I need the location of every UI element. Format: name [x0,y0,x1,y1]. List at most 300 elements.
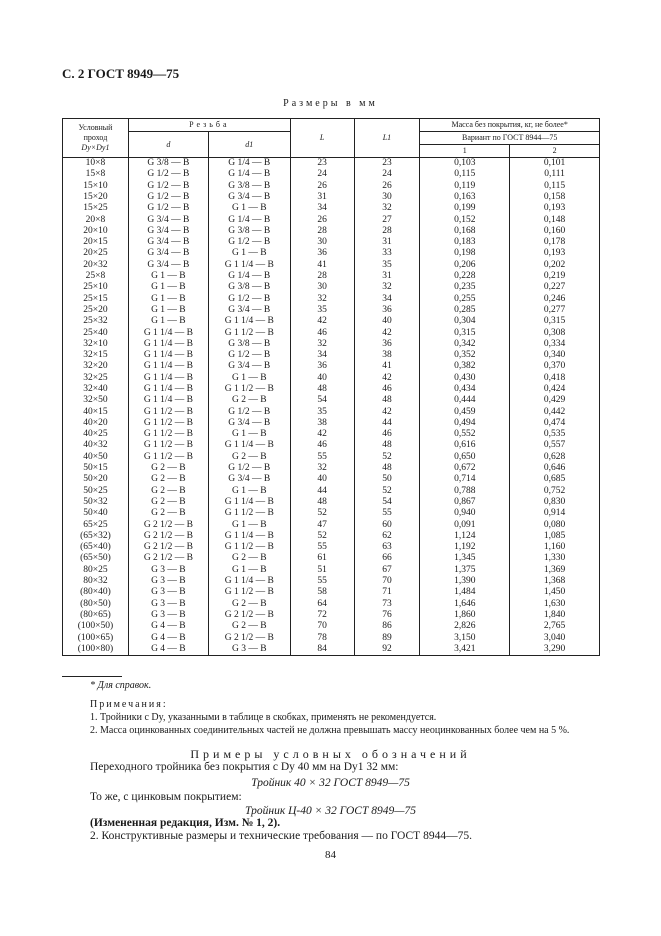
cell-thread-d: G 1 1/2 — B [128,452,208,463]
cell-L1: 41 [354,361,420,372]
cell-nominal-bore: 32×15 [63,350,129,361]
cell-thread-d: G 3/8 — B [128,158,208,170]
header-L: L [290,119,354,158]
cell-thread-d1: G 1 1/2 — B [208,327,290,338]
cell-nominal-bore: 25×10 [63,282,129,293]
table-row [63,440,600,451]
cell-thread-d: G 2 1/2 — B [128,542,208,553]
cell-mass-v1: 0,342 [420,339,510,350]
cell-mass-v1: 0,199 [420,203,510,214]
table-row [63,452,600,463]
notes-title: Примечания: [90,699,168,710]
table-row [63,305,600,316]
cell-mass-v2: 3,040 [510,632,600,643]
cell-L: 26 [290,214,354,225]
cell-nominal-bore: (65×50) [63,553,129,564]
table-row [63,418,600,429]
table-row [63,632,600,643]
cell-nominal-bore: 25×15 [63,294,129,305]
cell-thread-d1: G 1 — B [208,429,290,440]
cell-nominal-bore: 32×10 [63,339,129,350]
cell-L: 34 [290,203,354,214]
cell-mass-v2: 0,418 [510,373,600,384]
table-row [63,587,600,598]
cell-thread-d1: G 2 — B [208,452,290,463]
cell-mass-v2: 0,685 [510,474,600,485]
cell-thread-d1: G 1 — B [208,565,290,576]
cell-L: 24 [290,169,354,180]
cell-thread-d1: G 1 1/2 — B [208,587,290,598]
cell-nominal-bore: (80×40) [63,587,129,598]
cell-mass-v1: 0,552 [420,429,510,440]
cell-thread-d: G 1 1/4 — B [128,327,208,338]
cell-mass-v1: 0,940 [420,508,510,519]
cell-L1: 60 [354,520,420,531]
table-row [63,497,600,508]
cell-thread-d1: G 2 — B [208,599,290,610]
cell-L1: 52 [354,486,420,497]
cell-L: 38 [290,418,354,429]
table-row [63,169,600,180]
cell-mass-v1: 3,421 [420,644,510,656]
cell-mass-v2: 0,429 [510,395,600,406]
cell-nominal-bore: 40×25 [63,429,129,440]
cell-mass-v2: 0,277 [510,305,600,316]
table-row [63,542,600,553]
cell-thread-d1: G 3/4 — B [208,192,290,203]
cell-L: 70 [290,621,354,632]
cell-mass-v1: 0,494 [420,418,510,429]
cell-mass-v1: 0,788 [420,486,510,497]
cell-L1: 34 [354,294,420,305]
table-row [63,373,600,384]
cell-L: 52 [290,508,354,519]
page-header: С. 2 ГОСТ 8949—75 [62,66,180,81]
cell-mass-v1: 2,826 [420,621,510,632]
cell-thread-d: G 4 — B [128,632,208,643]
cell-thread-d1: G 3/4 — B [208,361,290,372]
cell-L1: 36 [354,339,420,350]
cell-nominal-bore: 80×25 [63,565,129,576]
cell-L: 55 [290,542,354,553]
cell-nominal-bore: 32×25 [63,373,129,384]
cell-L: 40 [290,373,354,384]
cell-thread-d: G 2 — B [128,486,208,497]
cell-mass-v2: 0,914 [510,508,600,519]
cell-mass-v2: 0,557 [510,440,600,451]
cell-nominal-bore: 40×15 [63,407,129,418]
cell-mass-v2: 0,219 [510,271,600,282]
cell-mass-v2: 0,830 [510,497,600,508]
cell-mass-v1: 1,192 [420,542,510,553]
cell-mass-v2: 1,085 [510,531,600,542]
cell-nominal-bore: (65×32) [63,531,129,542]
cell-nominal-bore: (65×40) [63,542,129,553]
cell-L1: 66 [354,553,420,564]
cell-thread-d: G 1 1/4 — B [128,339,208,350]
cell-thread-d: G 1 1/4 — B [128,395,208,406]
cell-thread-d: G 1 1/2 — B [128,440,208,451]
cell-thread-d: G 4 — B [128,644,208,656]
cell-nominal-bore: 80×32 [63,576,129,587]
header-variant-2: 2 [510,145,600,158]
examples-title: Примеры условных обозначений [190,747,471,761]
cell-thread-d1: G 1 — B [208,486,290,497]
cell-L1: 70 [354,576,420,587]
cell-mass-v2: 0,080 [510,520,600,531]
cell-mass-v1: 0,206 [420,260,510,271]
cell-thread-d: G 2 1/2 — B [128,531,208,542]
cell-thread-d: G 1/2 — B [128,192,208,203]
cell-L: 26 [290,181,354,192]
cell-L1: 89 [354,632,420,643]
cell-thread-d: G 3/4 — B [128,260,208,271]
cell-mass-v2: 1,160 [510,542,600,553]
cell-thread-d1: G 3/4 — B [208,418,290,429]
cell-L: 31 [290,192,354,203]
header-L1: L1 [354,119,420,158]
cell-L: 48 [290,497,354,508]
cell-thread-d1: G 1/2 — B [208,350,290,361]
table-row [63,181,600,192]
cell-L1: 30 [354,192,420,203]
cell-L: 54 [290,395,354,406]
cell-mass-v1: 0,183 [420,237,510,248]
table-row [63,248,600,259]
cell-thread-d: G 1 1/2 — B [128,418,208,429]
cell-thread-d1: G 1/4 — B [208,214,290,225]
cell-nominal-bore: 25×40 [63,327,129,338]
cell-mass-v1: 0,103 [420,158,510,170]
cell-nominal-bore: 40×20 [63,418,129,429]
cell-L: 34 [290,350,354,361]
cell-thread-d: G 3 — B [128,599,208,610]
cell-L1: 52 [354,452,420,463]
cell-mass-v2: 1,330 [510,553,600,564]
cell-mass-v1: 1,484 [420,587,510,598]
cell-mass-v2: 0,340 [510,350,600,361]
example-1-designation: Тройник 40 × 32 ГОСТ 8949—75 [251,777,410,789]
header-nominal-bore-line2: проход [83,133,108,142]
cell-nominal-bore: 20×15 [63,237,129,248]
cell-L: 35 [290,407,354,418]
cell-mass-v2: 0,646 [510,463,600,474]
cell-L1: 32 [354,203,420,214]
cell-mass-v2: 1,369 [510,565,600,576]
cell-mass-v1: 0,304 [420,316,510,327]
cell-nominal-bore: 50×25 [63,486,129,497]
table-row [63,599,600,610]
example-2-text: То же, с цинковым покрытием: [90,791,242,803]
cell-L1: 33 [354,248,420,259]
cell-mass-v2: 0,202 [510,260,600,271]
cell-L1: 26 [354,181,420,192]
cell-mass-v2: 1,840 [510,610,600,621]
cell-L: 55 [290,452,354,463]
cell-L1: 31 [354,271,420,282]
cell-thread-d1: G 1 1/2 — B [208,508,290,519]
table-row [63,361,600,372]
cell-L1: 54 [354,497,420,508]
cell-thread-d1: G 1/2 — B [208,407,290,418]
cell-mass-v1: 3,150 [420,632,510,643]
cell-mass-v2: 0,315 [510,316,600,327]
cell-thread-d: G 2 — B [128,463,208,474]
cell-L1: 23 [354,158,420,170]
table-row [63,327,600,338]
table-row [63,203,600,214]
cell-nominal-bore: 65×25 [63,520,129,531]
cell-mass-v2: 3,290 [510,644,600,656]
cell-L: 78 [290,632,354,643]
cell-mass-v1: 1,646 [420,599,510,610]
cell-mass-v1: 1,345 [420,553,510,564]
cell-L: 84 [290,644,354,656]
cell-L: 40 [290,474,354,485]
cell-L1: 67 [354,565,420,576]
cell-mass-v2: 1,450 [510,587,600,598]
cell-L: 28 [290,271,354,282]
table-row [63,316,600,327]
table-row [63,576,600,587]
cell-thread-d: G 1 1/4 — B [128,350,208,361]
cell-thread-d: G 4 — B [128,621,208,632]
cell-L1: 76 [354,610,420,621]
table-row [63,282,600,293]
cell-thread-d: G 1 — B [128,316,208,327]
cell-mass-v1: 0,434 [420,384,510,395]
table-row [63,237,600,248]
note-2: 2. Масса оцинкованных соединительных частей не должна превышать массу неоцинкованных более чем на 5 %. [90,725,570,736]
cell-thread-d1: G 1 — B [208,248,290,259]
table-row [63,621,600,632]
table-row [63,350,600,361]
cell-L: 32 [290,294,354,305]
cell-thread-d1: G 3/8 — B [208,226,290,237]
cell-L1: 31 [354,237,420,248]
cell-mass-v2: 0,148 [510,214,600,225]
cell-mass-v2: 0,111 [510,169,600,180]
cell-L1: 42 [354,373,420,384]
cell-mass-v2: 0,158 [510,192,600,203]
cell-nominal-bore: 10×8 [63,158,129,170]
cell-mass-v2: 0,227 [510,282,600,293]
cell-L1: 63 [354,542,420,553]
cell-L1: 73 [354,599,420,610]
cell-mass-v2: 0,178 [510,237,600,248]
cell-L1: 24 [354,169,420,180]
cell-thread-d1: G 2 — B [208,621,290,632]
cell-nominal-bore: (80×50) [63,599,129,610]
cell-mass-v1: 0,867 [420,497,510,508]
cell-thread-d: G 1 1/2 — B [128,429,208,440]
cell-mass-v2: 0,115 [510,181,600,192]
cell-L1: 40 [354,316,420,327]
cell-thread-d1: G 1/4 — B [208,158,290,170]
cell-mass-v2: 0,246 [510,294,600,305]
cell-mass-v1: 1,124 [420,531,510,542]
cell-L1: 46 [354,384,420,395]
cell-mass-v1: 0,119 [420,181,510,192]
cell-nominal-bore: 20×32 [63,260,129,271]
table-row [63,395,600,406]
cell-L: 32 [290,339,354,350]
header-thread: Резьба [128,119,290,132]
cell-thread-d: G 3/4 — B [128,226,208,237]
cell-L1: 42 [354,407,420,418]
table-row [63,158,600,170]
table-body [63,158,600,656]
cell-mass-v2: 0,193 [510,203,600,214]
cell-thread-d1: G 1 1/4 — B [208,531,290,542]
cell-L: 52 [290,531,354,542]
cell-L1: 46 [354,429,420,440]
cell-thread-d1: G 1 — B [208,373,290,384]
header-nominal-bore [63,119,129,158]
cell-thread-d1: G 1/4 — B [208,271,290,282]
cell-L1: 32 [354,282,420,293]
cell-thread-d: G 3 — B [128,565,208,576]
cell-L: 46 [290,327,354,338]
cell-thread-d: G 3 — B [128,576,208,587]
cell-L1: 86 [354,621,420,632]
cell-thread-d: G 3/4 — B [128,248,208,259]
cell-mass-v2: 0,193 [510,248,600,259]
cell-thread-d: G 3 — B [128,587,208,598]
table-row [63,214,600,225]
cell-thread-d1: G 1 — B [208,203,290,214]
cell-mass-v1: 0,430 [420,373,510,384]
table-row [63,463,600,474]
cell-mass-v1: 1,860 [420,610,510,621]
cell-L: 32 [290,463,354,474]
cell-thread-d: G 2 — B [128,497,208,508]
note-1: 1. Тройники с Dy, указанными в таблице в скобках, применять не рекомендуется. [90,712,437,723]
cell-L: 55 [290,576,354,587]
cell-thread-d: G 1 — B [128,294,208,305]
cell-thread-d1: G 1/2 — B [208,463,290,474]
cell-thread-d1: G 3/8 — B [208,181,290,192]
cell-thread-d: G 3/4 — B [128,214,208,225]
cell-mass-v1: 0,382 [420,361,510,372]
cell-nominal-bore: 15×20 [63,192,129,203]
cell-thread-d1: G 2 1/2 — B [208,632,290,643]
cell-mass-v2: 1,630 [510,599,600,610]
cell-mass-v1: 1,390 [420,576,510,587]
cell-L1: 27 [354,214,420,225]
cell-L1: 48 [354,440,420,451]
footnote: * Для справок. [90,680,152,691]
cell-thread-d: G 1/2 — B [128,203,208,214]
cell-L: 48 [290,384,354,395]
table-row [63,474,600,485]
cell-nominal-bore: 50×40 [63,508,129,519]
cell-L: 23 [290,158,354,170]
cell-nominal-bore: 15×25 [63,203,129,214]
cell-nominal-bore: (100×80) [63,644,129,656]
cell-thread-d1: G 1/4 — B [208,169,290,180]
cell-L: 51 [290,565,354,576]
cell-thread-d1: G 1 1/2 — B [208,542,290,553]
cell-thread-d1: G 1 1/4 — B [208,316,290,327]
cell-thread-d1: G 1 1/4 — B [208,440,290,451]
table-row [63,429,600,440]
table-row [63,384,600,395]
table-row [63,192,600,203]
footnote-rule [62,676,122,677]
header-nominal-bore-line1: Условный [78,123,113,132]
cell-nominal-bore: 20×8 [63,214,129,225]
cell-mass-v2: 0,535 [510,429,600,440]
cell-mass-v1: 0,315 [420,327,510,338]
cell-thread-d: G 3 — B [128,610,208,621]
cell-mass-v1: 1,375 [420,565,510,576]
cell-thread-d: G 2 — B [128,474,208,485]
table-row [63,644,600,656]
cell-mass-v1: 0,352 [420,350,510,361]
cell-L: 46 [290,440,354,451]
header-variant: Вариант по ГОСТ 8944—75 [420,132,600,145]
cell-L1: 62 [354,531,420,542]
page-number: 84 [325,849,336,861]
cell-thread-d: G 1 1/4 — B [128,384,208,395]
cell-nominal-bore: 20×10 [63,226,129,237]
cell-thread-d1: G 1 1/4 — B [208,576,290,587]
cell-thread-d: G 1/2 — B [128,169,208,180]
example-2-designation: Тройник Ц-40 × 32 ГОСТ 8949—75 [245,805,416,817]
table-row [63,271,600,282]
cell-mass-v1: 0,672 [420,463,510,474]
cell-nominal-bore: 25×32 [63,316,129,327]
cell-nominal-bore: (100×65) [63,632,129,643]
cell-nominal-bore: 15×8 [63,169,129,180]
cell-mass-v2: 0,308 [510,327,600,338]
cell-thread-d1: G 3/4 — B [208,474,290,485]
cell-L1: 35 [354,260,420,271]
cell-mass-v2: 0,752 [510,486,600,497]
cell-L1: 42 [354,327,420,338]
table-caption: Размеры в мм [283,98,378,109]
cell-nominal-bore: 20×25 [63,248,129,259]
cell-nominal-bore: 40×32 [63,440,129,451]
cell-mass-v2: 1,368 [510,576,600,587]
cell-mass-v1: 0,168 [420,226,510,237]
cell-mass-v2: 0,442 [510,407,600,418]
header-mass: Масса без покрытия, кг, не более* [420,119,600,132]
cell-mass-v1: 0,198 [420,248,510,259]
cell-nominal-bore: (100×50) [63,621,129,632]
cell-mass-v1: 0,228 [420,271,510,282]
cell-thread-d: G 1 — B [128,282,208,293]
cell-thread-d1: G 1 1/4 — B [208,260,290,271]
cell-thread-d1: G 1 — B [208,520,290,531]
item-2: 2. Конструктивные размеры и технические требования — по ГОСТ 8944—75. [90,830,472,842]
cell-nominal-bore: 50×15 [63,463,129,474]
table-row [63,565,600,576]
table-row [63,520,600,531]
cell-mass-v2: 0,628 [510,452,600,463]
cell-thread-d1: G 3/8 — B [208,339,290,350]
cell-nominal-bore: 32×20 [63,361,129,372]
cell-L1: 36 [354,305,420,316]
cell-thread-d1: G 2 1/2 — B [208,610,290,621]
cell-mass-v1: 0,650 [420,452,510,463]
cell-L1: 38 [354,350,420,361]
cell-L: 72 [290,610,354,621]
header-nominal-bore-line3: Dy×Dy1 [81,143,110,152]
example-1-text: Переходного тройника без покрытия с Dy 40 мм на Dy1 32 мм: [90,761,399,773]
edition-note: (Измененная редакция, Изм. № 1, 2). [90,817,281,829]
